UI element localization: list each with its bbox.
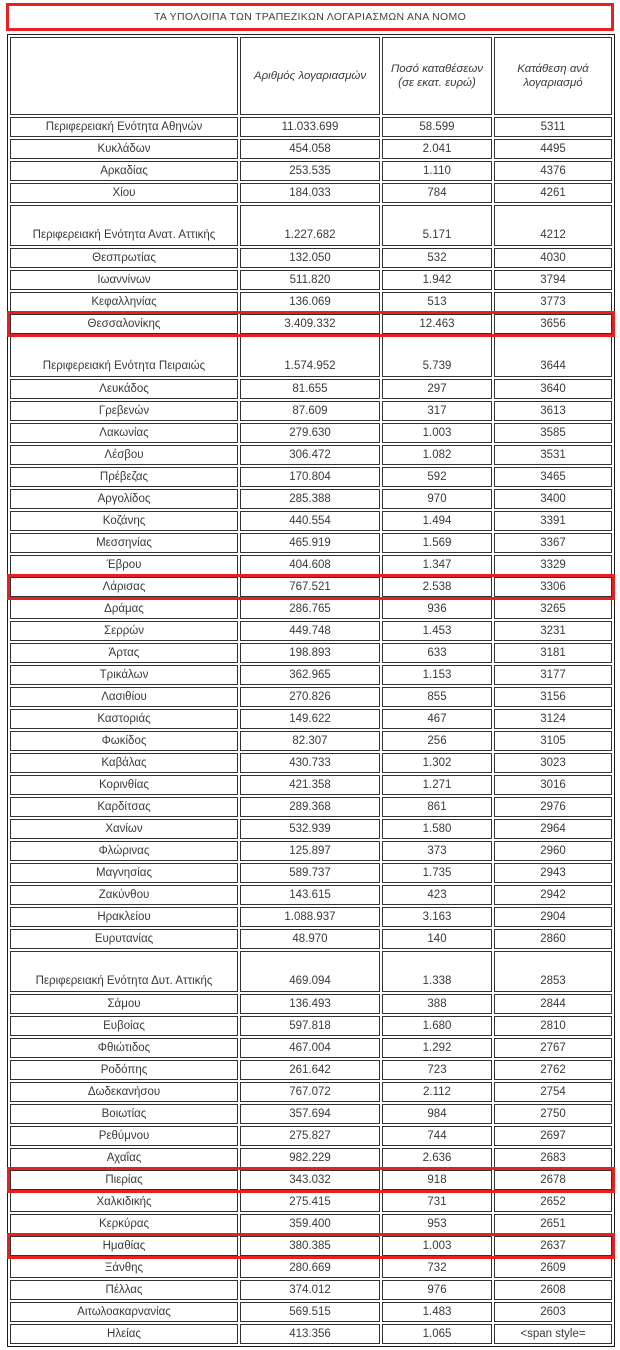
accounts-cell: 261.642 — [240, 1060, 380, 1080]
accounts-cell: 449.748 — [240, 621, 380, 641]
per-account-cell: 3465 — [494, 467, 612, 487]
prefecture-cell: Φωκίδος — [10, 731, 238, 751]
prefecture-cell: Καβάλας — [10, 753, 238, 773]
per-account-cell: 2609 — [494, 1258, 612, 1278]
table-row — [10, 731, 612, 751]
table-row — [10, 841, 612, 861]
prefecture-cell: Καρδίτσας — [10, 797, 238, 817]
deposits-cell: 744 — [382, 1126, 492, 1146]
table-row — [10, 292, 612, 312]
prefecture-cell: Άρτας — [10, 643, 238, 663]
prefecture-cell: Ευβοίας — [10, 1016, 238, 1036]
table-row — [10, 379, 612, 399]
per-account-cell: 3585 — [494, 423, 612, 443]
table-row — [10, 753, 612, 773]
prefecture-cell: Δωδεκανήσου — [10, 1082, 238, 1102]
per-account-cell: 5311 — [494, 117, 612, 137]
per-account-cell: 2810 — [494, 1016, 612, 1036]
accounts-cell: 767.072 — [240, 1082, 380, 1102]
table-row — [10, 1214, 612, 1234]
prefecture-cell: Μαγνησίας — [10, 863, 238, 883]
table-row — [10, 1258, 612, 1278]
accounts-cell: 404.608 — [240, 555, 380, 575]
deposits-cell: 936 — [382, 599, 492, 619]
prefecture-cell: Καστοριάς — [10, 709, 238, 729]
per-account-cell: 4030 — [494, 248, 612, 268]
table-row — [10, 423, 612, 443]
title-banner — [6, 3, 614, 31]
deposits-table — [7, 34, 615, 1347]
deposits-cell: 140 — [382, 929, 492, 949]
deposits-cell: 1.494 — [382, 511, 492, 531]
deposits-cell: 2.636 — [382, 1148, 492, 1168]
deposits-cell: 423 — [382, 885, 492, 905]
prefecture-cell: Λακωνίας — [10, 423, 238, 443]
prefecture-cell: Αιτωλοακαρνανίας — [10, 1302, 238, 1322]
deposits-cell: 1.569 — [382, 533, 492, 553]
prefecture-cell: Χίου — [10, 183, 238, 203]
header-accounts: Αριθμός λογαριασμών — [240, 37, 380, 115]
deposits-cell: 1.942 — [382, 270, 492, 290]
per-account-cell: 3329 — [494, 555, 612, 575]
prefecture-cell: Αρκαδίας — [10, 161, 238, 181]
deposits-cell: 388 — [382, 994, 492, 1014]
per-account-cell: 3023 — [494, 753, 612, 773]
table-row — [10, 929, 612, 949]
accounts-cell: 82.307 — [240, 731, 380, 751]
deposits-cell: 1.292 — [382, 1038, 492, 1058]
prefecture-cell: Κυκλάδων — [10, 139, 238, 159]
table-row — [10, 951, 612, 992]
table-row — [10, 555, 612, 575]
per-account-cell: 3177 — [494, 665, 612, 685]
table-row — [10, 1104, 612, 1124]
accounts-cell: 48.970 — [240, 929, 380, 949]
per-account-cell: 2637 — [494, 1236, 612, 1256]
table-row — [10, 1038, 612, 1058]
table-row — [10, 577, 612, 597]
accounts-cell: 279.630 — [240, 423, 380, 443]
table-row — [10, 907, 612, 927]
per-account-cell: 2976 — [494, 797, 612, 817]
prefecture-cell: Δράμας — [10, 599, 238, 619]
deposits-cell: 732 — [382, 1258, 492, 1278]
accounts-cell: 469.094 — [240, 951, 380, 992]
per-account-cell: 2683 — [494, 1148, 612, 1168]
per-account-cell: 3613 — [494, 401, 612, 421]
deposits-cell: 2.538 — [382, 577, 492, 597]
deposits-cell: 976 — [382, 1280, 492, 1300]
table-row — [10, 1148, 612, 1168]
table-row — [10, 1236, 612, 1256]
per-account-cell: 2964 — [494, 819, 612, 839]
prefecture-cell: Θεσσαλονίκης — [10, 314, 238, 334]
table-row — [10, 863, 612, 883]
accounts-cell: 362.965 — [240, 665, 380, 685]
accounts-cell: 170.804 — [240, 467, 380, 487]
prefecture-cell: Γρεβενών — [10, 401, 238, 421]
per-account-cell: 2678 — [494, 1170, 612, 1190]
per-account-cell: 3306 — [494, 577, 612, 597]
table-row — [10, 445, 612, 465]
accounts-cell: 380.385 — [240, 1236, 380, 1256]
deposits-cell: 1.347 — [382, 555, 492, 575]
deposits-cell: 1.065 — [382, 1324, 492, 1344]
accounts-cell: 198.893 — [240, 643, 380, 663]
prefecture-cell: Πέλλας — [10, 1280, 238, 1300]
table-row — [10, 161, 612, 181]
deposits-cell: 2.112 — [382, 1082, 492, 1102]
table-row — [10, 1192, 612, 1212]
table-row — [10, 1082, 612, 1102]
per-account-cell: 4495 — [494, 139, 612, 159]
per-account-cell: 2853 — [494, 951, 612, 992]
deposits-cell: 1.483 — [382, 1302, 492, 1322]
header-prefecture — [10, 37, 238, 115]
table-row — [10, 489, 612, 509]
prefecture-cell: Περιφερειακή Ενότητα Δυτ. Αττικής — [10, 951, 238, 992]
deposits-cell: 1.082 — [382, 445, 492, 465]
per-account-cell: 3156 — [494, 687, 612, 707]
prefecture-cell: Ηλείας — [10, 1324, 238, 1344]
per-account-cell: <span style= — [494, 1324, 612, 1344]
table-row — [10, 336, 612, 377]
per-account-cell: 3181 — [494, 643, 612, 663]
per-account-cell: 3391 — [494, 511, 612, 531]
per-account-cell: 2767 — [494, 1038, 612, 1058]
accounts-cell: 143.615 — [240, 885, 380, 905]
per-account-cell: 2651 — [494, 1214, 612, 1234]
header-deposits: Ποσό καταθέσεων (σε εκατ. ευρώ) — [382, 37, 492, 115]
prefecture-cell: Ευρυτανίας — [10, 929, 238, 949]
table-row — [10, 183, 612, 203]
table-row — [10, 533, 612, 553]
header-row — [10, 37, 612, 115]
table-row — [10, 401, 612, 421]
prefecture-cell: Λασιθίου — [10, 687, 238, 707]
per-account-cell: 3105 — [494, 731, 612, 751]
table-row — [10, 1126, 612, 1146]
table-row — [10, 139, 612, 159]
accounts-cell: 532.939 — [240, 819, 380, 839]
deposits-cell: 1.003 — [382, 423, 492, 443]
per-account-cell: 2943 — [494, 863, 612, 883]
accounts-cell: 184.033 — [240, 183, 380, 203]
prefecture-cell: Κερκύρας — [10, 1214, 238, 1234]
table-row — [10, 248, 612, 268]
deposits-cell: 1.302 — [382, 753, 492, 773]
prefecture-cell: Βοιωτίας — [10, 1104, 238, 1124]
per-account-cell: 3231 — [494, 621, 612, 641]
accounts-cell: 270.826 — [240, 687, 380, 707]
accounts-cell: 286.765 — [240, 599, 380, 619]
per-account-cell: 3016 — [494, 775, 612, 795]
deposits-cell: 861 — [382, 797, 492, 817]
per-account-cell: 2844 — [494, 994, 612, 1014]
accounts-cell: 280.669 — [240, 1258, 380, 1278]
deposits-cell: 731 — [382, 1192, 492, 1212]
per-account-cell: 2697 — [494, 1126, 612, 1146]
per-account-cell: 3124 — [494, 709, 612, 729]
accounts-cell: 81.655 — [240, 379, 380, 399]
table-row — [10, 467, 612, 487]
accounts-cell: 306.472 — [240, 445, 380, 465]
deposits-cell: 297 — [382, 379, 492, 399]
deposits-cell: 723 — [382, 1060, 492, 1080]
per-account-cell: 2904 — [494, 907, 612, 927]
prefecture-cell: Φθιώτιδος — [10, 1038, 238, 1058]
table-row — [10, 511, 612, 531]
deposits-cell: 58.599 — [382, 117, 492, 137]
accounts-cell: 597.818 — [240, 1016, 380, 1036]
prefecture-cell: Περιφερειακή Ενότητα Ανατ. Αττικής — [10, 205, 238, 246]
prefecture-cell: Σάμου — [10, 994, 238, 1014]
per-account-cell: 2603 — [494, 1302, 612, 1322]
per-account-cell: 3367 — [494, 533, 612, 553]
accounts-cell: 285.388 — [240, 489, 380, 509]
deposits-cell: 918 — [382, 1170, 492, 1190]
per-account-cell: 3773 — [494, 292, 612, 312]
per-account-cell: 2942 — [494, 885, 612, 905]
prefecture-cell: Λάρισας — [10, 577, 238, 597]
accounts-cell: 589.737 — [240, 863, 380, 883]
deposits-cell: 970 — [382, 489, 492, 509]
accounts-cell: 132.050 — [240, 248, 380, 268]
accounts-cell: 343.032 — [240, 1170, 380, 1190]
deposits-cell: 953 — [382, 1214, 492, 1234]
accounts-cell: 454.058 — [240, 139, 380, 159]
per-account-cell: 2652 — [494, 1192, 612, 1212]
deposits-cell: 1.153 — [382, 665, 492, 685]
deposits-cell: 784 — [382, 183, 492, 203]
prefecture-cell: Αργολίδος — [10, 489, 238, 509]
deposits-cell: 1.338 — [382, 951, 492, 992]
deposits-cell: 984 — [382, 1104, 492, 1124]
table-row — [10, 599, 612, 619]
per-account-cell: 3794 — [494, 270, 612, 290]
prefecture-cell: Φλώρινας — [10, 841, 238, 861]
deposits-cell: 5.171 — [382, 205, 492, 246]
deposits-cell: 532 — [382, 248, 492, 268]
header-per-account: Κατάθεση ανά λογαριασμό — [494, 37, 612, 115]
accounts-cell: 430.733 — [240, 753, 380, 773]
accounts-cell: 1.088.937 — [240, 907, 380, 927]
accounts-cell: 569.515 — [240, 1302, 380, 1322]
page-title: ΤΑ ΥΠΟΛΟΙΠΑ ΤΩΝ ΤΡΑΠΕΖΙΚΩΝ ΛΟΓΑΡΙΑΣΜΩΝ ΑΝΑ ΝΟΜΟ — [153, 11, 467, 23]
table-row — [10, 314, 612, 334]
deposits-cell: 12.463 — [382, 314, 492, 334]
prefecture-cell: Ημαθίας — [10, 1236, 238, 1256]
accounts-cell: 440.554 — [240, 511, 380, 531]
deposits-cell: 513 — [382, 292, 492, 312]
accounts-cell: 149.622 — [240, 709, 380, 729]
deposits-cell: 5.739 — [382, 336, 492, 377]
table-row — [10, 621, 612, 641]
deposits-cell: 256 — [382, 731, 492, 751]
prefecture-cell: Πρέβεζας — [10, 467, 238, 487]
deposits-cell: 1.680 — [382, 1016, 492, 1036]
prefecture-cell: Ρεθύμνου — [10, 1126, 238, 1146]
deposits-cell: 855 — [382, 687, 492, 707]
table-row — [10, 643, 612, 663]
table-row — [10, 205, 612, 246]
deposits-cell: 633 — [382, 643, 492, 663]
per-account-cell: 2754 — [494, 1082, 612, 1102]
table-header — [10, 37, 612, 115]
accounts-cell: 467.004 — [240, 1038, 380, 1058]
prefecture-cell: Ιωαννίνων — [10, 270, 238, 290]
per-account-cell: 2860 — [494, 929, 612, 949]
accounts-cell: 767.521 — [240, 577, 380, 597]
prefecture-cell: Λευκάδος — [10, 379, 238, 399]
deposits-cell: 373 — [382, 841, 492, 861]
prefecture-cell: Θεσπρωτίας — [10, 248, 238, 268]
accounts-cell: 125.897 — [240, 841, 380, 861]
per-account-cell: 2608 — [494, 1280, 612, 1300]
deposits-cell: 592 — [382, 467, 492, 487]
table-row — [10, 687, 612, 707]
accounts-cell: 275.827 — [240, 1126, 380, 1146]
per-account-cell: 2960 — [494, 841, 612, 861]
per-account-cell: 4376 — [494, 161, 612, 181]
deposits-cell: 1.110 — [382, 161, 492, 181]
prefecture-cell: Περιφερειακή Ενότητα Αθηνών — [10, 117, 238, 137]
deposits-cell: 3.163 — [382, 907, 492, 927]
deposits-cell: 317 — [382, 401, 492, 421]
accounts-cell: 421.358 — [240, 775, 380, 795]
accounts-cell: 289.368 — [240, 797, 380, 817]
per-account-cell: 3531 — [494, 445, 612, 465]
prefecture-cell: Ξάνθης — [10, 1258, 238, 1278]
prefecture-cell: Ζακύνθου — [10, 885, 238, 905]
table-row — [10, 1280, 612, 1300]
deposits-cell: 1.003 — [382, 1236, 492, 1256]
prefecture-cell: Χανίων — [10, 819, 238, 839]
prefecture-cell: Κοζάνης — [10, 511, 238, 531]
prefecture-cell: Κεφαλληνίας — [10, 292, 238, 312]
table-row — [10, 775, 612, 795]
accounts-cell: 253.535 — [240, 161, 380, 181]
per-account-cell: 3656 — [494, 314, 612, 334]
deposits-cell: 2.041 — [382, 139, 492, 159]
per-account-cell: 4261 — [494, 183, 612, 203]
accounts-cell: 136.069 — [240, 292, 380, 312]
accounts-cell: 511.820 — [240, 270, 380, 290]
table-row — [10, 665, 612, 685]
table-row — [10, 885, 612, 905]
table-row — [10, 797, 612, 817]
per-account-cell: 2750 — [494, 1104, 612, 1124]
table-row — [10, 819, 612, 839]
accounts-cell: 87.609 — [240, 401, 380, 421]
prefecture-cell: Λέσβου — [10, 445, 238, 465]
accounts-cell: 1.574.952 — [240, 336, 380, 377]
prefecture-cell: Έβρου — [10, 555, 238, 575]
accounts-cell: 11.033.699 — [240, 117, 380, 137]
prefecture-cell: Σερρών — [10, 621, 238, 641]
table-row — [10, 1060, 612, 1080]
table-row — [10, 1324, 612, 1344]
table-row — [10, 1170, 612, 1190]
per-account-cell: 2762 — [494, 1060, 612, 1080]
per-account-cell: 3644 — [494, 336, 612, 377]
accounts-cell: 413.356 — [240, 1324, 380, 1344]
accounts-cell: 136.493 — [240, 994, 380, 1014]
accounts-cell: 982.229 — [240, 1148, 380, 1168]
deposits-cell: 1.580 — [382, 819, 492, 839]
deposits-cell: 1.735 — [382, 863, 492, 883]
prefecture-cell: Κορινθίας — [10, 775, 238, 795]
table-body — [10, 117, 612, 1344]
deposits-cell: 1.453 — [382, 621, 492, 641]
table-row — [10, 709, 612, 729]
accounts-cell: 359.400 — [240, 1214, 380, 1234]
table-row — [10, 1016, 612, 1036]
accounts-cell: 374.012 — [240, 1280, 380, 1300]
prefecture-cell: Τρικάλων — [10, 665, 238, 685]
deposits-cell: 467 — [382, 709, 492, 729]
prefecture-cell: Ηρακλείου — [10, 907, 238, 927]
table-row — [10, 994, 612, 1014]
accounts-cell: 275.415 — [240, 1192, 380, 1212]
table-row — [10, 270, 612, 290]
per-account-cell: 3265 — [494, 599, 612, 619]
per-account-cell: 4212 — [494, 205, 612, 246]
table-row — [10, 1302, 612, 1322]
accounts-cell: 357.694 — [240, 1104, 380, 1124]
prefecture-cell: Πιερίας — [10, 1170, 238, 1190]
per-account-cell: 3400 — [494, 489, 612, 509]
per-account-cell: 3640 — [494, 379, 612, 399]
prefecture-cell: Ροδόπης — [10, 1060, 238, 1080]
prefecture-cell: Μεσσηνίας — [10, 533, 238, 553]
prefecture-cell: Αχαΐας — [10, 1148, 238, 1168]
deposits-cell: 1.271 — [382, 775, 492, 795]
accounts-cell: 1.227.682 — [240, 205, 380, 246]
prefecture-cell: Χαλκιδικής — [10, 1192, 238, 1212]
prefecture-cell: Περιφερειακή Ενότητα Πειραιώς — [10, 336, 238, 377]
accounts-cell: 3.409.332 — [240, 314, 380, 334]
accounts-cell: 465.919 — [240, 533, 380, 553]
table-row — [10, 117, 612, 137]
